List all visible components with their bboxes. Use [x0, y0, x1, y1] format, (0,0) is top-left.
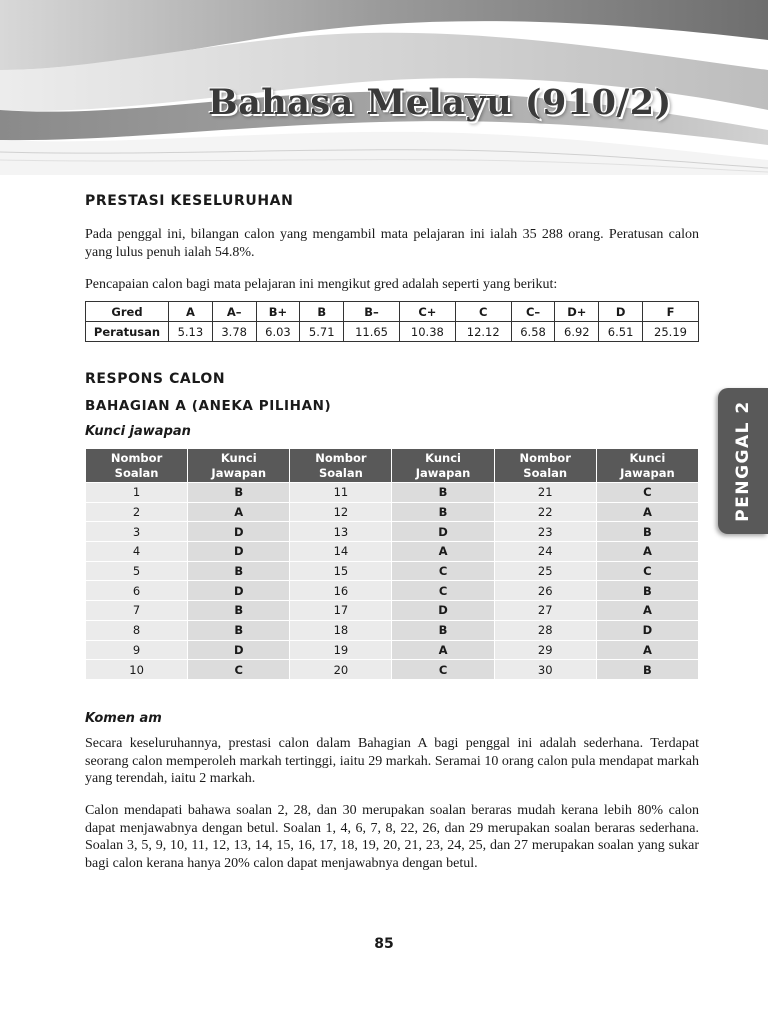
answer-key-cell: B — [392, 503, 493, 522]
grade-cell: D — [599, 302, 643, 322]
column-header-question-number: Nombor Soalan — [290, 449, 391, 482]
question-number-cell: 4 — [86, 542, 187, 561]
column-header-answer-key: Kunci Jawapan — [392, 449, 493, 482]
table-row — [86, 581, 698, 600]
question-number-cell: 25 — [495, 562, 596, 581]
answer-key-cell: C — [597, 562, 698, 581]
percentage-cell: 25.19 — [643, 322, 699, 342]
answer-key-cell: A — [597, 641, 698, 660]
answer-key-cell: B — [188, 483, 289, 502]
question-number-cell: 11 — [290, 483, 391, 502]
percentage-cell: 3.78 — [212, 322, 256, 342]
question-number-cell: 13 — [290, 522, 391, 541]
question-number-cell: 22 — [495, 503, 596, 522]
answer-key-cell: C — [188, 660, 289, 679]
grade-cell: A — [169, 302, 213, 322]
side-tab-label: PENGGAL 2 — [733, 400, 753, 522]
grade-table — [85, 301, 699, 342]
answer-key-cell: A — [597, 601, 698, 620]
question-number-cell: 5 — [86, 562, 187, 581]
question-number-cell: 24 — [495, 542, 596, 561]
comments-paragraph-1: Secara keseluruhannya, prestasi calon dalam Bahagian A bagi penggal ini adalah sederhana. Terdapat seorang calon memperoleh markah tertinggi, iaitu 29 markah. Seramai 10 orang calon pula mendapat markah yang terendah, iaitu 2 markah. — [85, 736, 699, 786]
question-number-cell: 8 — [86, 621, 187, 640]
table-row — [86, 601, 698, 620]
percentage-cell: 5.71 — [300, 322, 344, 342]
question-number-cell: 9 — [86, 641, 187, 660]
table-row — [86, 503, 698, 522]
percentage-cell: 6.92 — [555, 322, 599, 342]
table-row — [86, 542, 698, 561]
answer-key-cell: D — [188, 522, 289, 541]
question-number-cell: 20 — [290, 660, 391, 679]
question-number-cell: 7 — [86, 601, 187, 620]
percentage-cell: 6.03 — [256, 322, 300, 342]
question-number-cell: 30 — [495, 660, 596, 679]
answer-key-cell: C — [392, 562, 493, 581]
answer-key-cell: A — [188, 503, 289, 522]
answer-key-cell: B — [188, 621, 289, 640]
answer-key-cell: C — [597, 483, 698, 502]
percentage-cell: 5.13 — [169, 322, 213, 342]
question-number-cell: 2 — [86, 503, 187, 522]
percentage-cell: 6.58 — [511, 322, 555, 342]
answer-key-table — [85, 448, 699, 680]
side-tab — [718, 388, 768, 534]
answer-key-cell: D — [188, 542, 289, 561]
grade-cell: F — [643, 302, 699, 322]
answer-key-cell: A — [597, 503, 698, 522]
question-number-cell: 26 — [495, 581, 596, 600]
percentage-cell: 6.51 — [599, 322, 643, 342]
percentage-cell: 12.12 — [455, 322, 511, 342]
question-number-cell: 19 — [290, 641, 391, 660]
grade-cell: B — [300, 302, 344, 322]
answer-key-caption: Kunci jawapan — [85, 424, 191, 439]
grade-cell: B+ — [256, 302, 300, 322]
answer-key-cell: D — [597, 621, 698, 640]
answer-key-cell: C — [392, 660, 493, 679]
answer-key-cell: B — [597, 522, 698, 541]
percentage-row-label: Peratusan — [86, 322, 169, 342]
page-title: Bahasa Melayu (910/2) — [208, 82, 672, 123]
overall-paragraph-1: Pada penggal ini, bilangan calon yang mengambil mata pelajaran ini ialah 35 288 orang. Peratusan calon yang lulus penuh ialah 54.8%. — [85, 227, 699, 260]
answer-key-cell: D — [392, 522, 493, 541]
question-number-cell: 1 — [86, 483, 187, 502]
answer-key-cell: B — [392, 621, 493, 640]
question-number-cell: 12 — [290, 503, 391, 522]
grade-cell: D+ — [555, 302, 599, 322]
answer-key-cell: C — [392, 581, 493, 600]
question-number-cell: 10 — [86, 660, 187, 679]
grade-cell: B– — [344, 302, 400, 322]
question-number-cell: 15 — [290, 562, 391, 581]
question-number-cell: 14 — [290, 542, 391, 561]
column-header-answer-key: Kunci Jawapan — [597, 449, 698, 482]
answer-key-header-row — [86, 449, 698, 482]
answer-key-cell: A — [597, 542, 698, 561]
percentage-row — [86, 322, 699, 342]
answer-key-cell: A — [392, 641, 493, 660]
grade-cell: C– — [511, 302, 555, 322]
percentage-cell: 11.65 — [344, 322, 400, 342]
question-number-cell: 17 — [290, 601, 391, 620]
question-number-cell: 27 — [495, 601, 596, 620]
section-heading-overall: PRESTASI KESELURUHAN — [85, 193, 294, 209]
column-header-question-number: Nombor Soalan — [86, 449, 187, 482]
answer-key-cell: B — [597, 581, 698, 600]
question-number-cell: 6 — [86, 581, 187, 600]
grade-cell: C+ — [399, 302, 455, 322]
table-row — [86, 641, 698, 660]
question-number-cell: 16 — [290, 581, 391, 600]
question-number-cell: 18 — [290, 621, 391, 640]
table-row — [86, 660, 698, 679]
answer-key-cell: D — [188, 641, 289, 660]
table-row — [86, 562, 698, 581]
answer-key-cell: B — [392, 483, 493, 502]
question-number-cell: 21 — [495, 483, 596, 502]
comments-heading: Komen am — [85, 711, 162, 726]
grade-row — [86, 302, 699, 322]
answer-key-cell: A — [392, 542, 493, 561]
grade-row-label: Gred — [86, 302, 169, 322]
comments-paragraph-2: Calon mendapati bahawa soalan 2, 28, dan 30 merupakan soalan beraras mudah kerana lebih 80% calon dapat menjawabnya dengan betul. Soalan 1, 4, 6, 7, 8, 22, 26, dan 29 merupakan soalan beraras sederhana. Soalan 3, 5, 9, 10, 11, 12, 13, 14, 15, 16, 17, 18, 19, 20, 21, 23, 24, 25, dan 27 merupakan soalan yang sukar bagi calon kerana hanya 20% calon dapat menjawabnya dengan betul. — [85, 803, 699, 871]
section-subheading-part-a: BAHAGIAN A (ANEKA PILIHAN) — [85, 398, 332, 414]
question-number-cell: 3 — [86, 522, 187, 541]
answer-key-cell: B — [597, 660, 698, 679]
grade-cell: C — [455, 302, 511, 322]
table-row — [86, 483, 698, 502]
answer-key-cell: B — [188, 562, 289, 581]
answer-key-cell: B — [188, 601, 289, 620]
column-header-question-number: Nombor Soalan — [495, 449, 596, 482]
percentage-cell: 10.38 — [399, 322, 455, 342]
grade-cell: A– — [212, 302, 256, 322]
overall-paragraph-2: Pencapaian calon bagi mata pelajaran ini mengikut gred adalah seperti yang berikut: — [85, 277, 558, 292]
section-heading-response: RESPONS CALON — [85, 371, 226, 387]
question-number-cell: 23 — [495, 522, 596, 541]
page-number: 85 — [374, 936, 394, 952]
answer-key-cell: D — [392, 601, 493, 620]
table-row — [86, 621, 698, 640]
table-row — [86, 522, 698, 541]
question-number-cell: 29 — [495, 641, 596, 660]
column-header-answer-key: Kunci Jawapan — [188, 449, 289, 482]
answer-key-cell: D — [188, 581, 289, 600]
question-number-cell: 28 — [495, 621, 596, 640]
